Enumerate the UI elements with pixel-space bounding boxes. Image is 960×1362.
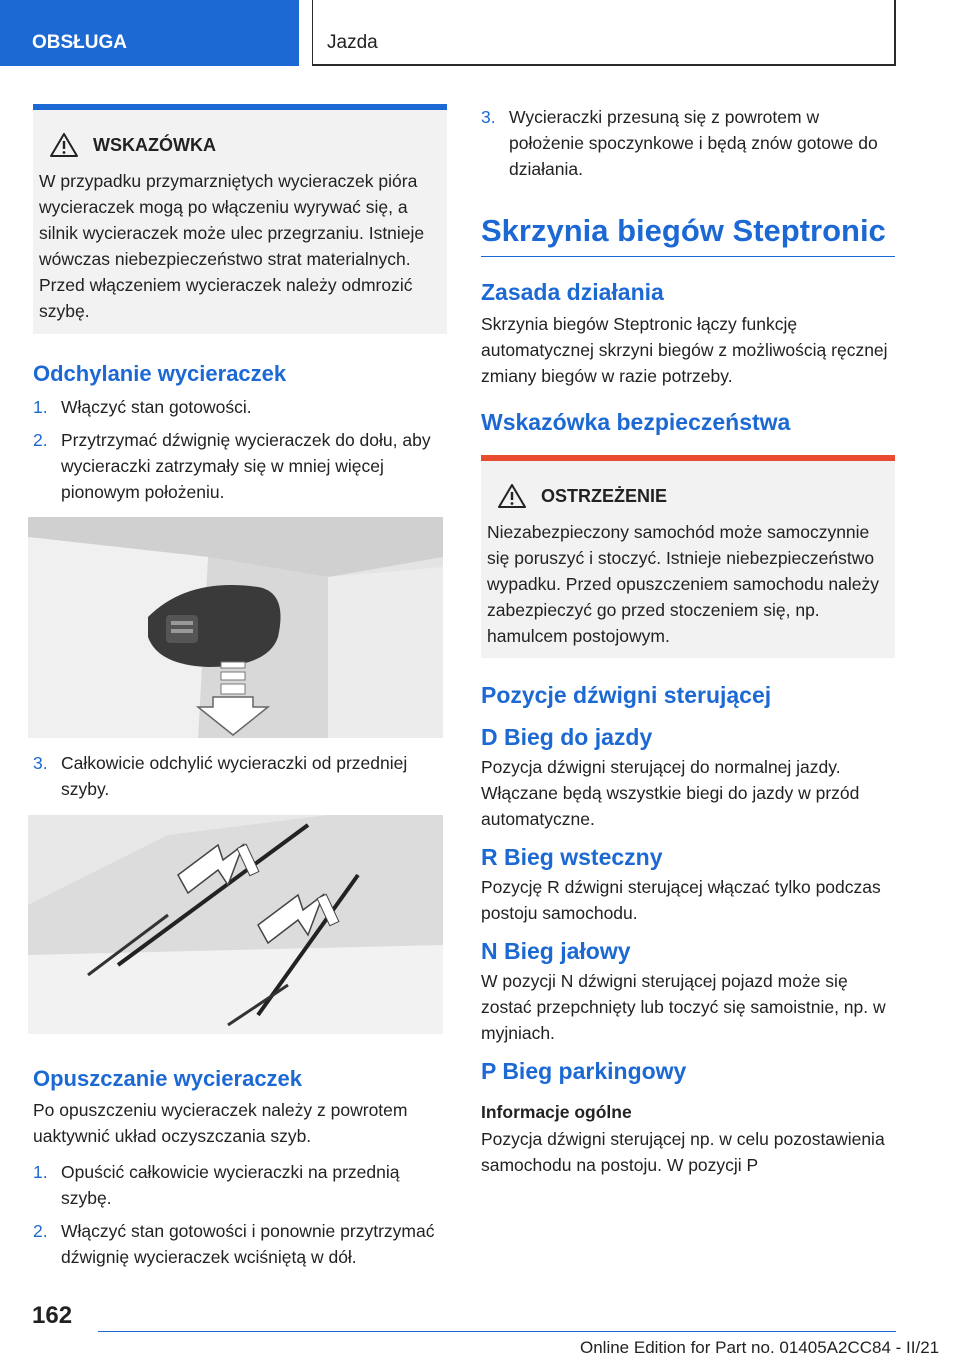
left-column [33, 104, 447, 505]
wipers-windshield-figure [28, 815, 443, 1034]
list-text: Całkowicie odchylić wycieraczki od przedniej szyby. [61, 753, 408, 799]
wipers-windshield-illustration [28, 815, 443, 1034]
header-section-tab: OBSŁUGA [0, 0, 299, 66]
warning-box [481, 455, 895, 658]
list-text: Wycieraczki przesuną się z powrotem w położenie spoczynkowe i będą znów gotowe do działania. [509, 107, 878, 179]
list-number: 3. [481, 107, 496, 127]
page-number: 162 [32, 1302, 73, 1329]
list-item [33, 1218, 447, 1270]
warning-title: OSTRZEŻENIE [541, 485, 668, 506]
heading-opuszczanie: Opuszczanie wycieraczek [33, 1066, 303, 1091]
list-item [481, 104, 895, 182]
heading-zasada: Zasada działania [481, 279, 664, 305]
notice-title: WSKAZÓWKA [93, 134, 216, 155]
list-text: Włączyć stan gotowości. [61, 397, 252, 417]
header-chapter-tab: Jazda [312, 0, 896, 66]
warning-text: Niezabezpieczony samochód może samoczynnie się poruszyć i stoczyć. Istnieje niebezpieczeństwo wypadku. Przed opuszczeniem samochodu należy zabezpieczyć go przed stoczeniem się, np. hamulcem postojowym. [487, 522, 880, 646]
zasada-text: Skrzynia biegów Steptronic łączy funkcję automatycznej skrzyni biegów z możliwością ręcznej zmiany biegów w razie potrzeby. [481, 314, 888, 386]
heading-bieg-r: R Bieg wsteczny [481, 844, 663, 870]
list-item [33, 750, 447, 802]
steps-list-1 [33, 394, 447, 505]
list-number: 2. [33, 1221, 48, 1241]
wiper-lever-illustration [28, 517, 443, 738]
list-text: Włączyć stan gotowości i ponownie przytrzymać dźwignię wycieraczek wciśniętą w dół. [61, 1221, 435, 1267]
footer-divider [98, 1331, 896, 1332]
list-number: 2. [33, 430, 48, 450]
steps-list-2 [33, 1159, 447, 1270]
heading-bezpieczenstwo: Wskazówka bezpieczeństwa [481, 409, 791, 435]
footer-edition: Online Edition for Part no. 01405A2CC84 - II/21 [580, 1338, 940, 1357]
list-text: Przytrzymać dźwignię wycieraczek do dołu, aby wycieraczki zatrzymały się w mniej więcej pionowym położeniu. [61, 430, 431, 502]
list-number: 1. [33, 1162, 48, 1182]
notice-header [39, 132, 439, 158]
list-number: 1. [33, 397, 48, 417]
heading-bieg-d: D Bieg do jazdy [481, 724, 653, 750]
subheading-informacje: Informacje ogólne [481, 1102, 632, 1122]
right-column [481, 104, 895, 1178]
bieg-p-text: Pozycja dźwigni sterującej np. w celu pozostawienia samochodu na postoju. W pozycji P [481, 1129, 885, 1175]
bieg-r-text: Pozycję R dźwigni sterującej włączać tylko podczas postoju samochodu. [481, 877, 881, 923]
list-number: 3. [33, 753, 48, 773]
list-item [33, 1159, 447, 1211]
warning-triangle-icon [49, 132, 79, 158]
notice-box [33, 104, 447, 334]
wiper-lever-figure [28, 517, 443, 738]
list-item [33, 427, 447, 505]
heading-pozycje: Pozycje dźwigni sterującej [481, 682, 772, 708]
steps-list-1-cont [33, 750, 447, 802]
section-opuszczanie [33, 1065, 447, 1270]
title-steptronic: Skrzynia biegów Steptronic [481, 212, 895, 257]
bieg-d-text: Pozycja dźwigni sterującej do normalnej jazdy. Włączane będą wszystkie biegi do jazdy w przód automatyczne. [481, 757, 860, 829]
warning-header [487, 483, 887, 509]
heading-odchylanie: Odchylanie wycieraczek [33, 361, 287, 386]
list-text: Opuścić całkowicie wycieraczki na przednią szybę. [61, 1162, 400, 1208]
bieg-n-text: W pozycji N dźwigni sterującej pojazd może się zostać przepchnięty lub toczyć się samoistnie, np. w myjniach. [481, 971, 886, 1043]
list-item [33, 394, 447, 420]
notice-text: W przypadku przymarzniętych wycieraczek pióra wycieraczek mogą po włączeniu wyrywać się, a silnik wycieraczek może ulec przegrzaniu. Istnieje wówczas niebezpieczeństwo strat materialnych. Przed włączeniem wycieraczek należy odmrozić szybę. [39, 171, 425, 321]
opuszczanie-intro: Po opuszczeniu wycieraczek należy z powrotem uaktywnić układ oczyszczania szyb. [33, 1100, 408, 1146]
heading-bieg-p: P Bieg parkingowy [481, 1058, 687, 1084]
warning-triangle-icon [497, 483, 527, 509]
heading-bieg-n: N Bieg jałowy [481, 938, 631, 964]
